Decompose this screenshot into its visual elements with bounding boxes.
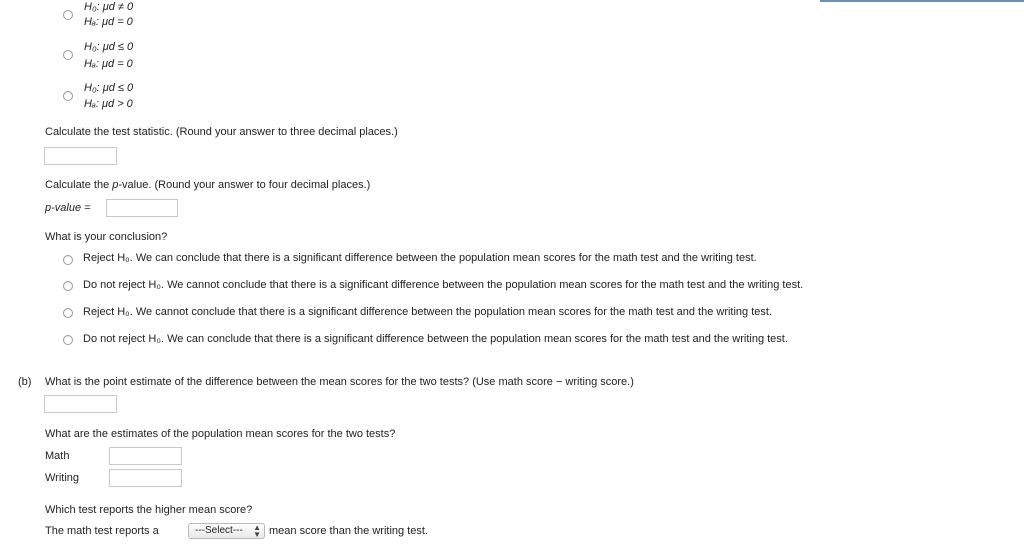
conclusion-option-3 xyxy=(83,306,772,318)
select-arrows-icon: ▲ ▼ xyxy=(253,523,261,539)
conclusion-radio-1[interactable] xyxy=(63,255,73,265)
math-estimate-input[interactable] xyxy=(109,447,182,465)
hypothesis-2-ha: Hₐ: μd = 0 xyxy=(84,58,133,70)
higher-mean-select-value: ---Select--- xyxy=(195,525,243,536)
hypothesis-radio-2[interactable] xyxy=(63,50,73,60)
hypothesis-1-ha: Hₐ: μd = 0 xyxy=(84,16,133,28)
point-estimate-prompt: What is the point estimate of the difference between the mean scores for the two tests? (Use math score − writing score.) xyxy=(45,376,634,388)
top-accent-bar xyxy=(820,0,1024,2)
estimates-prompt: What are the estimates of the population mean scores for the two tests? xyxy=(45,428,396,440)
conclusion-option-4 xyxy=(83,333,788,345)
conclusion-option-1-text: We can conclude that there is a significant difference between the population mean scores for the math test and the writing test. xyxy=(135,252,757,264)
conclusion-option-1-lead: Reject H₀. xyxy=(83,252,133,264)
conclusion-option-2-text: We cannot conclude that there is a significant difference between the population mean scores for the math test and the writing test. xyxy=(167,279,804,291)
point-estimate-input[interactable] xyxy=(44,395,117,413)
conclusion-option-2-lead: Do not reject H₀. xyxy=(83,279,164,291)
conclusion-option-4-text: We can conclude that there is a significant difference between the population mean scores for the math test and the writing test. xyxy=(167,333,788,345)
conclusion-radio-2[interactable] xyxy=(63,281,73,291)
hypothesis-3-h0: H₀: μd ≤ 0 xyxy=(84,82,134,94)
p-value-prompt xyxy=(45,179,370,191)
conclusion-option-1 xyxy=(83,252,757,264)
conclusion-radio-3[interactable] xyxy=(63,308,73,318)
p-value-prompt-before: Calculate the xyxy=(45,179,113,191)
part-b-label: (b) xyxy=(18,376,32,388)
writing-label: Writing xyxy=(45,472,80,484)
p-value-prompt-italic: p xyxy=(112,179,119,191)
conclusion-option-2 xyxy=(83,279,803,291)
p-value-prompt-after: -value. (Round your answer to four decimal places.) xyxy=(118,179,371,191)
test-statistic-input[interactable] xyxy=(44,147,117,165)
math-label: Math xyxy=(45,450,70,462)
conclusion-option-3-text: We cannot conclude that there is a significant difference between the population mean scores for the math test and the writing test. xyxy=(135,306,773,318)
hypothesis-2-h0: H₀: μd ≤ 0 xyxy=(84,41,134,53)
test-statistic-prompt: Calculate the test statistic. (Round your answer to three decimal places.) xyxy=(45,126,398,138)
higher-mean-sentence-before: The math test reports a xyxy=(45,525,159,537)
p-value-label: p-value = xyxy=(45,202,91,214)
p-value-input[interactable] xyxy=(106,199,178,217)
conclusion-option-4-lead: Do not reject H₀. xyxy=(83,333,164,345)
hypothesis-radio-1[interactable] xyxy=(63,10,73,20)
hypothesis-1-h0: H₀: μd ≠ 0 xyxy=(84,1,134,13)
higher-mean-sentence-after: mean score than the writing test. xyxy=(269,525,428,537)
higher-mean-select[interactable] xyxy=(188,523,265,539)
conclusion-radio-4[interactable] xyxy=(63,335,73,345)
conclusion-prompt: What is your conclusion? xyxy=(45,231,168,243)
hypothesis-3-ha: Hₐ: μd > 0 xyxy=(84,98,133,110)
higher-mean-prompt: Which test reports the higher mean score? xyxy=(45,504,253,516)
writing-estimate-input[interactable] xyxy=(109,469,182,487)
hypothesis-radio-3[interactable] xyxy=(63,91,73,101)
conclusion-option-3-lead: Reject H₀. xyxy=(83,306,133,318)
